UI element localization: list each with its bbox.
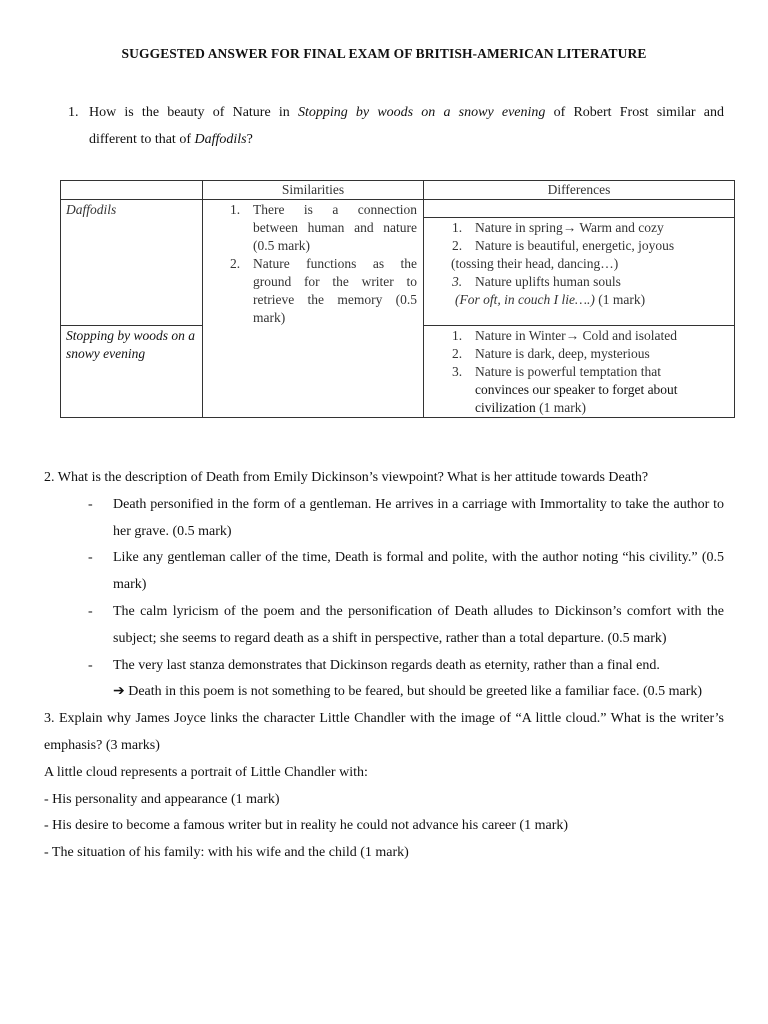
similarities-cell xyxy=(203,200,424,418)
dash-marker: - xyxy=(88,496,93,512)
difference-item xyxy=(424,237,734,255)
question-1-text-a: How is the beauty of Nature in xyxy=(89,105,298,120)
differences-spacer xyxy=(424,200,734,218)
table-header-row xyxy=(61,181,735,200)
difference-number: 1. xyxy=(452,220,463,235)
difference-item xyxy=(424,363,734,381)
mark-label: (1 mark) xyxy=(535,400,586,415)
comparison-table xyxy=(60,180,735,418)
q3-intro: A little cloud represents a portrait of Little Chandler with: xyxy=(44,764,368,780)
similarities-list xyxy=(203,201,423,327)
answers-body xyxy=(44,465,724,867)
difference-item xyxy=(424,273,734,291)
q2-bullet-3 xyxy=(44,599,724,653)
dash-marker: - xyxy=(88,550,93,566)
differences-stopping-list xyxy=(424,327,734,417)
differences-daffodils-list xyxy=(424,218,734,309)
question-2: 2. What is the description of Death from Emily Dickinson’s viewpoint? What is her attitude towards Death? xyxy=(44,470,649,485)
question-1 xyxy=(68,99,724,153)
differences-daffodils-cell xyxy=(424,200,735,326)
difference-text: Nature is beautiful, energetic, joyous xyxy=(475,238,675,253)
poem-title-daffodils: Daffodils xyxy=(194,132,247,147)
table-header-empty xyxy=(61,181,203,200)
difference-continuation xyxy=(424,399,734,417)
question-3: 3. Explain why James Joyce links the character Little Chandler with the image of “A little cloud.” What is the writer’s emphasis? (3 marks) xyxy=(44,711,724,753)
header-similarities: Similarities xyxy=(203,181,424,200)
row-label-daffodils: Daffodils xyxy=(61,200,203,326)
difference-quote-line xyxy=(424,291,734,309)
difference-text: Nature is powerful temptation that xyxy=(475,364,661,379)
q2-bullet-4 xyxy=(44,653,724,680)
poem-quote: (For oft, in couch I lie….) xyxy=(455,292,595,307)
q3-point-2: - His desire to become a famous writer but in reality he could not advance his career (1 mark) xyxy=(44,818,569,834)
difference-item xyxy=(424,345,734,363)
q2-bullet-2 xyxy=(44,545,724,599)
difference-item xyxy=(424,219,734,237)
table-row-daffodils xyxy=(61,200,735,326)
question-1-line-2 xyxy=(89,126,724,153)
difference-text: Nature uplifts human souls xyxy=(475,274,621,289)
q2-conclusion xyxy=(44,679,724,706)
mark-label: (1 mark) xyxy=(594,292,646,307)
difference-number: 2. xyxy=(452,346,463,361)
q3-point-3: - The situation of his family: with his wife and the child (1 mark) xyxy=(44,845,409,861)
similarity-number: 1. xyxy=(230,202,241,217)
q3-point-1: - His personality and appearance (1 mark) xyxy=(44,791,280,807)
similarity-text: There is a connection between human and nature (0.5 mark) xyxy=(253,202,417,253)
difference-continuation: convinces our speaker to forget about xyxy=(475,382,678,397)
header-differences: Differences xyxy=(424,181,735,200)
similarity-text: Nature functions as the ground for the writer to retrieve the memory (0.5 mark) xyxy=(253,256,417,325)
bullet-text: The calm lyricism of the poem and the personification of Death alludes to Dickinson’s comfort with the subject; she seems to regard death as a shift in perspective, rather than a total departure. (0.5 mark) xyxy=(113,603,724,646)
arrow-right-icon: ➔ xyxy=(113,684,125,700)
dash-marker: - xyxy=(88,603,93,619)
question-1-number: 1. xyxy=(68,105,79,120)
question-1-text-d: ? xyxy=(246,132,253,147)
difference-text: Nature is dark, deep, mysterious xyxy=(475,346,650,361)
difference-number: 3. xyxy=(452,274,463,289)
bullet-text: The very last stanza demonstrates that Dickinson regards death as eternity, rather than a final end. xyxy=(113,657,660,673)
difference-number: 2. xyxy=(452,238,463,253)
document-title: SUGGESTED ANSWER FOR FINAL EXAM OF BRITISH-AMERICAN LITERATURE xyxy=(121,46,647,61)
question-1-text-b: of Robert Frost similar and xyxy=(545,105,725,120)
similarity-number: 2. xyxy=(230,256,241,271)
bullet-text: Death personified in the form of a gentleman. He arrives in a carriage with Immortality to take the author to her grave. (0.5 mark) xyxy=(113,496,724,539)
difference-number: 3. xyxy=(452,364,463,379)
q2-bullet-1 xyxy=(44,492,724,546)
difference-item xyxy=(424,327,734,345)
question-1-text-c: different to that of xyxy=(89,132,195,147)
difference-number: 1. xyxy=(452,328,463,343)
question-1-line-1 xyxy=(89,99,724,126)
similarity-item-1 xyxy=(203,201,423,255)
dash-marker: - xyxy=(88,657,93,673)
bullet-text: Like any gentleman caller of the time, Death is formal and polite, with the author noting “his civility.” (0.5 mark) xyxy=(113,550,724,593)
similarity-item-2 xyxy=(203,255,423,327)
difference-text: Nature in Winter→ Cold and isolated xyxy=(475,328,678,343)
row-label-stopping: Stopping by woods on a snowy evening xyxy=(61,326,203,418)
difference-text: Nature in spring→ Warm and cozy xyxy=(475,220,664,235)
conclusion-text: Death in this poem is not something to be feared, but should be greeted like a familiar face. (0.5 mark) xyxy=(124,684,703,700)
difference-continuation: (tossing their head, dancing…) xyxy=(451,256,619,271)
differences-stopping-cell xyxy=(424,326,735,418)
poem-title-stopping: Stopping by woods on a snowy evening xyxy=(297,105,546,120)
difference-text: civilization xyxy=(475,400,536,415)
